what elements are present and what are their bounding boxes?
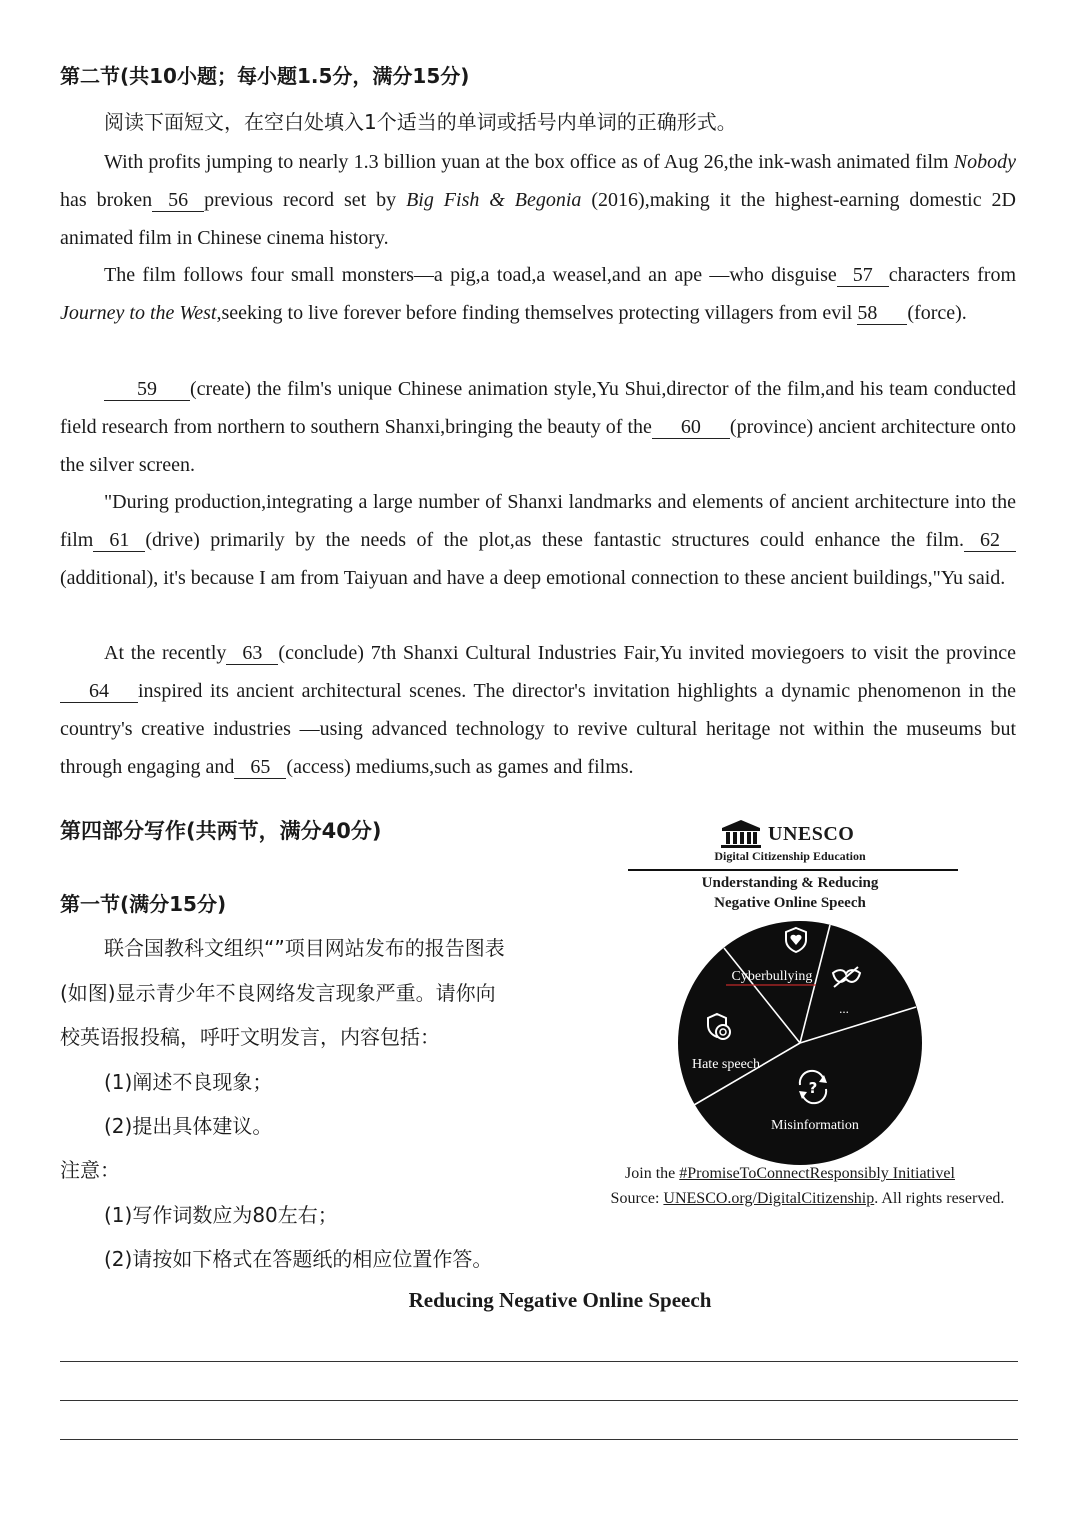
unesco-name: UNESCO: [768, 822, 855, 845]
initiative-link[interactable]: #PromiseToConnectResponsibly Initiativel: [679, 1165, 955, 1182]
temple-icon: [720, 819, 762, 849]
passage-paragraph-4: "During production,integrating a large number of Shanxi landmarks and elements of ancient architecture into the film 61 (drive) primarily by the needs of the plot,as these fantastic structures could enhance the film. 62(additional), it's because I am from Taiyuan and have a deep emotional connection to these ancient buildings,"Yu said.: [60, 491, 1016, 589]
figure-divider: [628, 869, 958, 871]
part4-section1-heading: 第一节(满分15分): [60, 892, 227, 916]
film-title: Nobody: [953, 151, 1016, 173]
blank-65[interactable]: 65: [234, 756, 286, 779]
blank-56[interactable]: 56: [152, 189, 204, 212]
blank-59[interactable]: 59: [104, 378, 190, 401]
blank-62[interactable]: 62: [964, 529, 1016, 552]
figure-footer: Join the #PromiseToConnectResponsibly Initiativel: [625, 1165, 955, 1182]
passage-paragraph-2: The film follows four small monsters—a pig,a toad,a weasel,and an ape —who disguise 57 characters from Journey to the West,seeking to live forever before finding themselves protecting villagers from evil 58 (force).: [60, 264, 1016, 324]
passage-paragraph-3: 59 (create) the film's unique Chinese animation style,Yu Shui,director of the film,and his team conducted field research from northern to southern Shanxi,bringing the beauty of the 60 (province) ancient architecture onto the silver screen.: [60, 378, 1016, 476]
prompt-line-1: 联合国教科文组织“”项目网站发布的报告图表: [104, 936, 505, 960]
unesco-figure: [580, 815, 1035, 1215]
note-1: (1)写作词数应为80左右；: [104, 1203, 338, 1227]
figure-subtitle: Digital Citizenship Education: [714, 849, 866, 863]
blank-63[interactable]: 63: [226, 642, 278, 665]
prompt-line-2: (如图)显示青少年不良网络发言现象严重。请你向: [60, 981, 496, 1005]
answer-line-2[interactable]: [60, 1400, 1018, 1401]
segment-label-other: ...: [839, 1001, 849, 1016]
source-link[interactable]: UNESCO.org/DigitalCitizenship: [663, 1190, 875, 1207]
segment-label-cyberbullying: Cyberbullying: [731, 969, 813, 984]
blank-58[interactable]: 58: [857, 302, 907, 325]
answer-line-3[interactable]: [60, 1439, 1018, 1440]
section2-heading: 第二节(共10小题；每小题1.5分，满分15分): [60, 64, 470, 88]
book-title: Journey to the West: [60, 302, 217, 324]
film-title-2: Big Fish & Begonia: [406, 189, 582, 211]
passage-paragraph-5: At the recently 63 (conclude) 7th Shanxi Cultural Industries Fair,Yu invited moviegoers to visit the province64 inspired its ancient architectural scenes. The director's invitation highlights a dynamic phenomenon in the country's creative industries —using advanced technology to revive cultural heritage not within the museums but through engaging and 65 (access) mediums,such as games and films.: [60, 642, 1016, 778]
section2-instruction: 阅读下面短文，在空白处填入1个适当的单词或括号内单词的正确形式。: [104, 110, 737, 134]
figure-source: Source: UNESCO.org/DigitalCitizenship. All rights reserved.: [610, 1190, 1005, 1207]
part4-heading: 第四部分写作(共两节，满分40分): [60, 819, 382, 843]
segment-label-hate-speech: Hate speech: [691, 1057, 761, 1072]
blank-61[interactable]: 61: [93, 529, 145, 552]
svg-text:?: ?: [808, 1079, 818, 1097]
blank-60[interactable]: 60: [652, 416, 730, 439]
blank-64[interactable]: 64: [60, 680, 138, 703]
prompt-line-3: 校英语报投稿，呼吁文明发言，内容包括：: [60, 1025, 440, 1049]
blank-57[interactable]: 57: [837, 264, 889, 287]
answer-line-1[interactable]: [60, 1361, 1018, 1362]
note-label: 注意：: [60, 1158, 120, 1182]
segment-label-misinformation: Misinformation: [771, 1118, 859, 1133]
requirement-2: (2)提出具体建议。: [104, 1114, 273, 1138]
speech-pie: [676, 919, 924, 1167]
unesco-logo: [720, 817, 854, 851]
passage-paragraph-1: With profits jumping to nearly 1.3 billion yuan at the box office as of Aug 26,the ink-wash animated film Nobody has broken 56 previous record set by Big Fish & Begonia (2016),making it the highest-earning domestic 2D animated film in Chinese cinema history.: [60, 151, 1016, 249]
note-2: (2)请按如下格式在答题纸的相应位置作答。: [104, 1247, 493, 1271]
essay-title: Reducing Negative Online Speech: [408, 1288, 712, 1312]
figure-title: Understanding & Reducing Negative Online Speech: [701, 875, 879, 911]
requirement-1: (1)阐述不良现象；: [104, 1070, 273, 1094]
